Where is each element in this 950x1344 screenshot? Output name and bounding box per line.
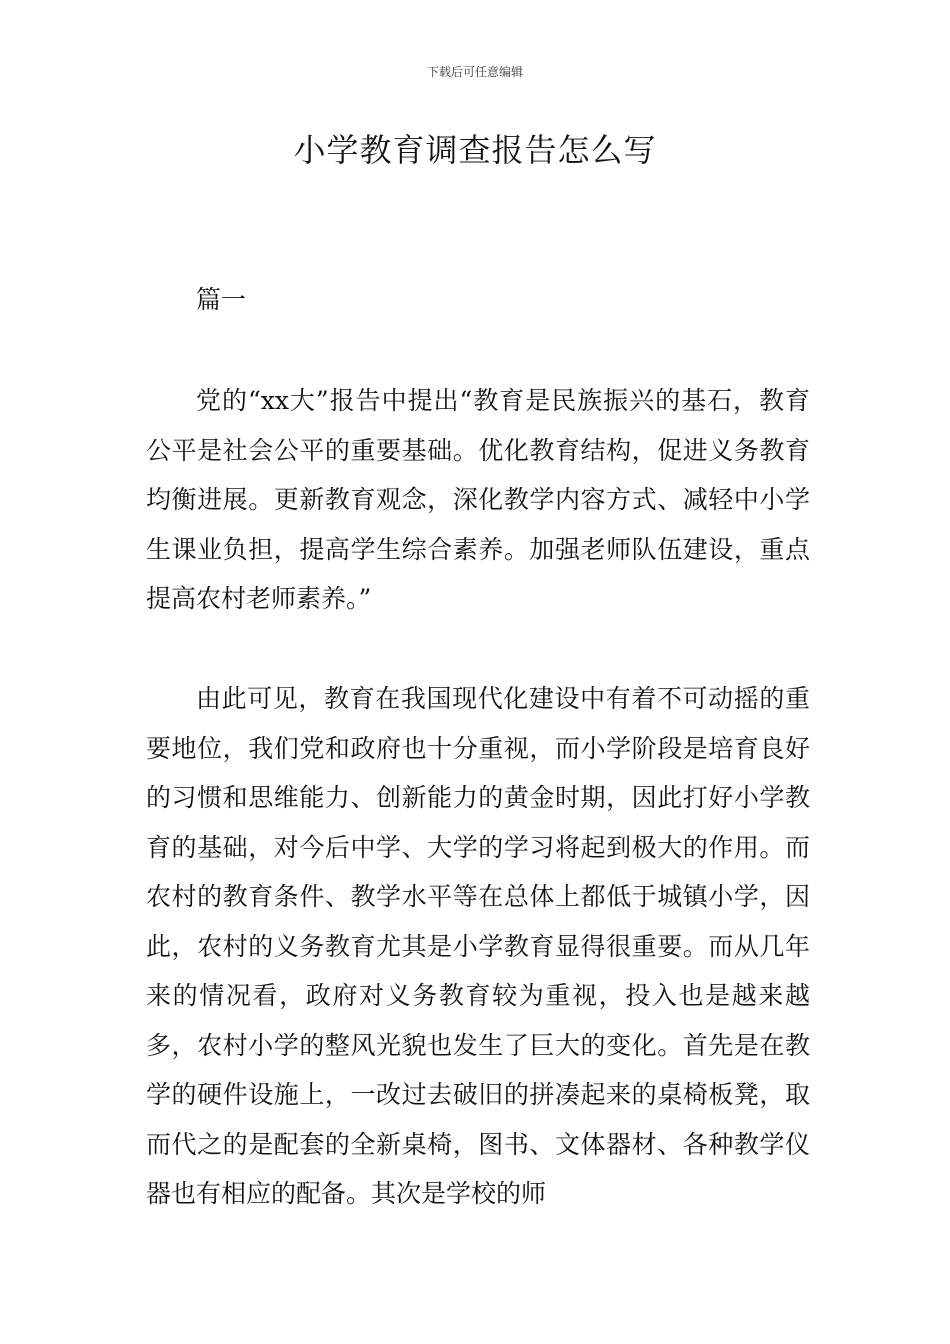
section-label: 篇一 — [196, 285, 247, 314]
document-title: 小学教育调查报告怎么写 — [293, 131, 657, 169]
paragraph-1: 党的“xx大”报告中提出“教育是民族振兴的基石，教育公平是社会公平的重要基础。优化教育结构，促进义务教育均衡进展。更新教育观念，深化教学内容方式、减轻中小学生课业负担，提高学生综合素养。加强老师队伍建设，重点提高农村老师素养。” — [146, 386, 810, 613]
header-note: 下载后可任意编辑 — [426, 65, 523, 79]
paragraph-2: 由此可见，教育在我国现代化建设中有着不可动摇的重要地位，我们党和政府也十分重视，而小学阶段是培育良好的习惯和思维能力、创新能力的黄金时期，因此打好小学教育的基础，对今后中学、大学的学习将起到极大的作用。而农村的教育条件、教学水平等在总体上都低于城镇小学，因此，农村的义务教育尤其是小学教育显得很重要。而从几年来的情况看，政府对义务教育较为重视，投入也是越来越多，农村小学的整风光貌也发生了巨大的变化。首先是在教学的硬件设施上，一改过去破旧的拼凑起来的桌椅板凳，取而代之的是配套的全新桌椅，图书、文体器材、各种教学仪器也有相应的配备。其次是学校的师 — [146, 684, 810, 1208]
